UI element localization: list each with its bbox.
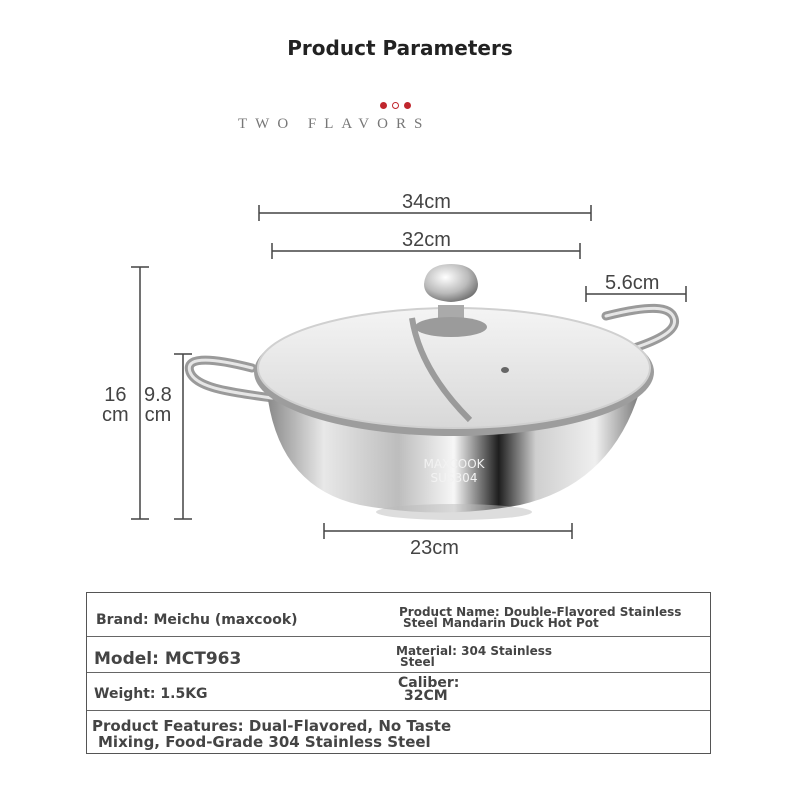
caliber-line: 32CM: [404, 688, 448, 704]
product-name-cell: [399, 607, 681, 629]
table-row: [87, 672, 710, 711]
page-title: Product Parameters: [287, 36, 513, 60]
label-23cm: 23cm: [410, 537, 459, 559]
table-row: [87, 710, 710, 753]
material-line: Steel: [400, 655, 435, 669]
subtitle: TWO FLAVORS: [238, 116, 431, 132]
label-16-unit: cm: [102, 404, 129, 426]
material-cell: [396, 646, 552, 668]
brand-cell: Brand: Meichu (maxcook): [96, 612, 298, 628]
label-16cm: [102, 385, 129, 425]
spec-table: [86, 592, 711, 754]
label-16-value: 16: [104, 384, 127, 406]
label-9-8-unit: cm: [144, 404, 172, 426]
pot-logo-text: MAXCOOK: [423, 457, 485, 471]
lid-knob: [424, 264, 478, 302]
weight-cell: Weight: 1.5KG: [94, 686, 208, 702]
features-line: Mixing, Food-Grade 304 Stainless Steel: [98, 733, 431, 751]
table-row: [87, 593, 710, 637]
caliber-line: Caliber:: [398, 675, 460, 691]
pot-steel-text: SUS304: [430, 471, 478, 485]
label-32cm: 32cm: [402, 229, 451, 251]
features-line: Product Features: Dual-Flavored, No Taste: [92, 717, 452, 735]
table-row: [87, 636, 710, 673]
product-name-line: Product Name: Double-Flavored Stainless: [399, 605, 682, 619]
label-34cm: 34cm: [402, 191, 451, 213]
model-cell: Model: MCT963: [94, 649, 242, 669]
features-cell: [92, 718, 451, 750]
label-5-6cm: 5.6cm: [605, 272, 660, 294]
material-line: Material: 304 Stainless: [396, 644, 553, 658]
label-9-8-value: 9.8: [144, 384, 172, 406]
label-9-8cm: [144, 385, 172, 425]
product-name-line: Steel Mandarin Duck Hot Pot: [403, 616, 599, 630]
caliber-cell: [398, 677, 459, 703]
pot-logo: [414, 457, 494, 485]
